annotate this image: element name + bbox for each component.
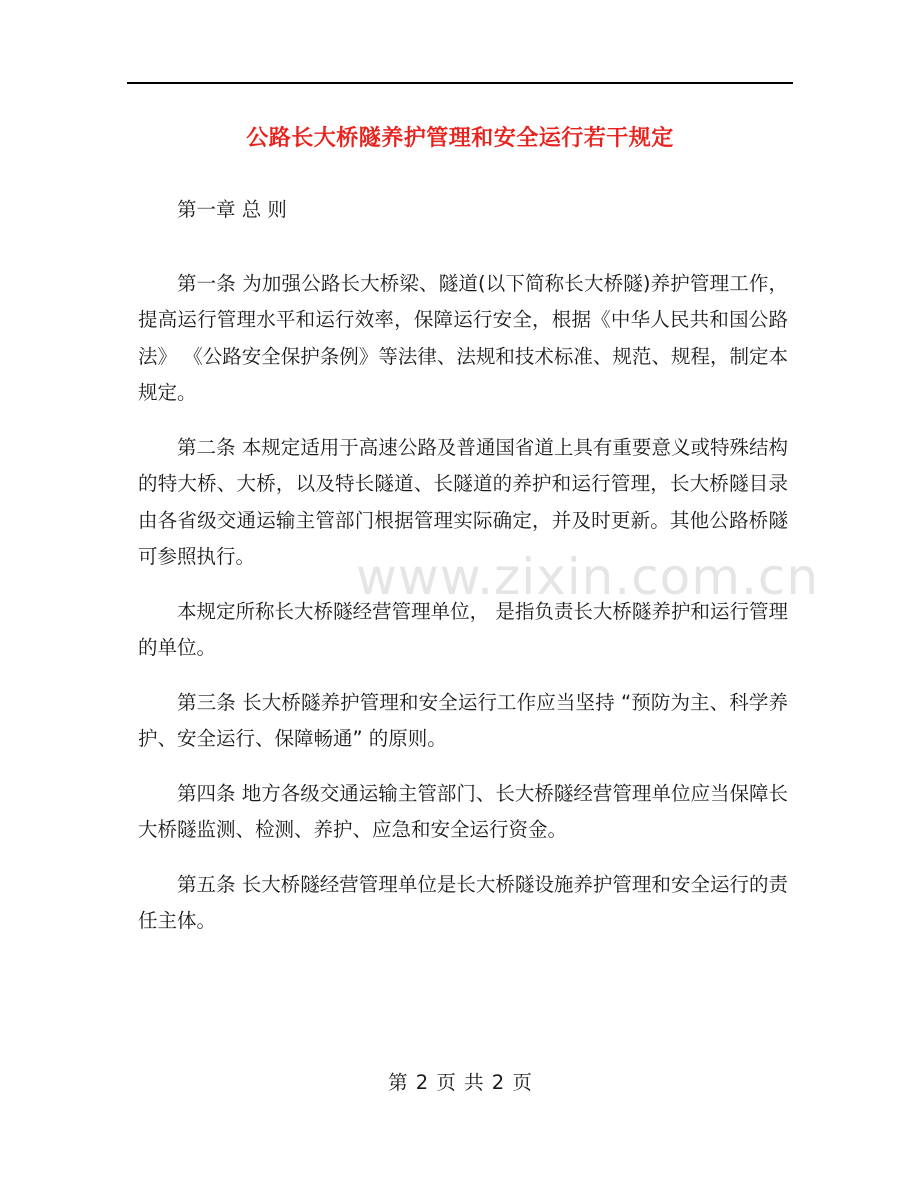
page-number: 第 2 页 共 2 页 <box>388 1071 532 1094</box>
chapter-heading: 第一章 总 则 <box>177 198 287 221</box>
paragraph-article-3: 第三条 长大桥隧养护管理和安全运行工作应当坚持 “预防为主、科学养护、安全运行、保障畅通” 的原则。 <box>138 690 788 750</box>
paragraph-article-4: 第四条 地方各级交通运输主管部门、长大桥隧经营管理单位应当保障长大桥隧监测、检测、养护、应急和安全运行资金。 <box>138 781 788 841</box>
document-title: 公路长大桥隧养护管理和安全运行若干规定 <box>246 126 674 151</box>
paragraph-article-2: 第二条 本规定适用于高速公路及普通国省道上具有重要意义或特殊结构的特大桥、大桥，以及特长隧道、长隧道的养护和运行管理，长大桥隧目录由各省级交通运输主管部门根据管理实际确定，并及时更新。其他公路桥隧可参照执行。 <box>138 435 788 568</box>
watermark: www.zixin.com.cn <box>356 548 820 606</box>
paragraph-definition: 本规定所称长大桥隧经营管理单位， 是指负责长大桥隧养护和运行管理的单位。 <box>138 599 788 659</box>
paragraph-article-1: 第一条 为加强公路长大桥梁、隧道(以下简称长大桥隧)养护管理工作，提高运行管理水平和运行效率，保障运行安全，根据《中华人民共和国公路法》 《公路安全保护条例》等法律、法规和技术标准、规范、规程，制定本规定。 <box>138 271 788 404</box>
document-body <box>138 192 788 958</box>
header-rule <box>127 82 793 84</box>
paragraph-article-5: 第五条 长大桥隧经营管理单位是长大桥隧设施养护管理和安全运行的责任主体。 <box>138 872 788 932</box>
